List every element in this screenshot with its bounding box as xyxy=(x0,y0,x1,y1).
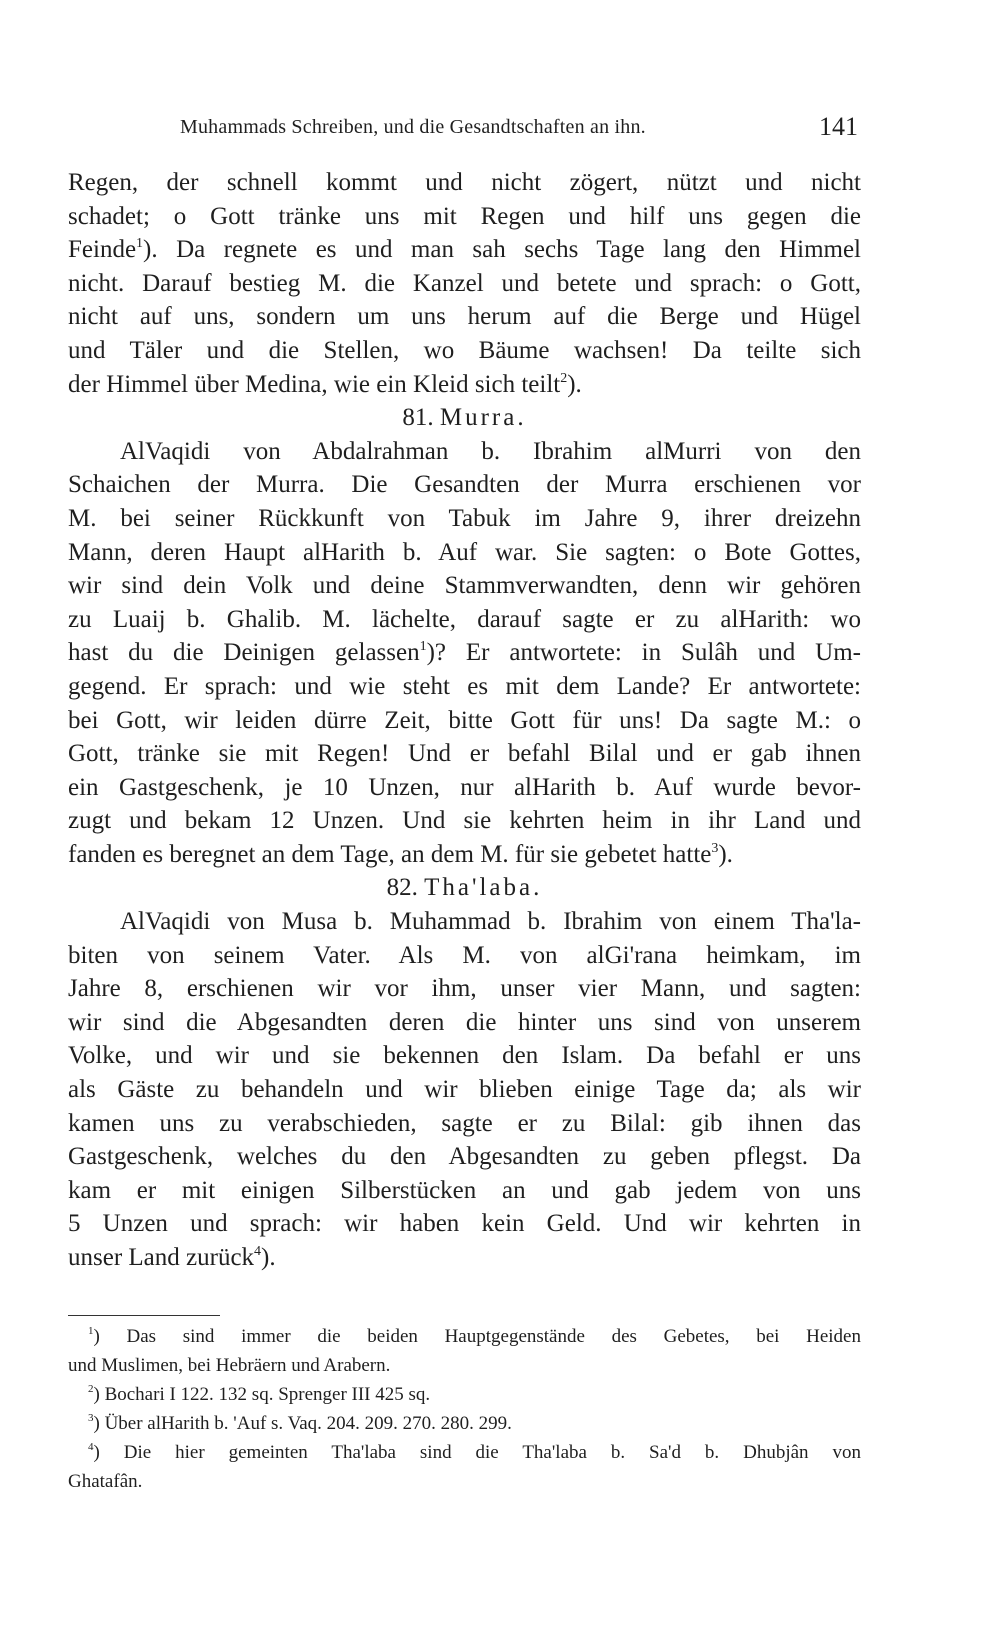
footnote-marker: 1 xyxy=(88,1325,94,1337)
text-line: schadet; o Gott tränke uns mit Regen und hilf uns gegen die xyxy=(68,202,861,230)
text-line: 5 Unzen und sprach: wir haben kein Geld. Und wir kehrten in xyxy=(68,1210,861,1238)
text-line: der Himmel über Medina, wie ein Kleid sich teilt$^2$). xyxy=(68,370,582,398)
text-line: fanden es beregnet an dem Tage, an dem M. für sie gebetet hatte$^3$). xyxy=(68,840,733,868)
text-line: Jahre 8, erschienen wir vor ihm, unser vier Mann, und sagten: xyxy=(68,975,861,1003)
text-line: kamen uns zu verabschieden, sagte er zu Bilal: gib ihnen das xyxy=(68,1109,861,1137)
text-line: nicht auf uns, sondern um uns herum auf die Berge und Hügel xyxy=(68,303,861,331)
footnote-ref: 1 xyxy=(419,639,427,655)
footnote-separator xyxy=(68,1315,220,1316)
footnotes xyxy=(68,1322,861,1496)
footnote-ref: 3 xyxy=(711,840,719,856)
text-line: Feinde$^1$). Da regnete es und man sah sechs Tage lang den Himmel xyxy=(68,236,861,264)
footnote-ref: 4 xyxy=(254,1244,262,1259)
text-line: bei Gott, wir leiden dürre Zeit, bitte Gott für uns! Da sagte M.: o xyxy=(68,706,861,734)
footnote-marker: 4 xyxy=(88,1441,94,1453)
footnote-marker: 3 xyxy=(88,1412,94,1424)
text-line: zugt und bekam 12 Unzen. Und sie kehrten heim in ihr Land und xyxy=(68,807,861,835)
text-line: zu Luaij b. Ghalib. M. lächelte, darauf sagte er zu alHarith: wo xyxy=(68,605,861,633)
running-title: Muhammads Schreiben, und die Gesandtschaften an ihn. xyxy=(180,116,646,138)
text-line: Volke, und wir und sie bekennen den Islam. Da befahl er uns xyxy=(68,1042,861,1070)
footnote-ref: 2 xyxy=(560,370,568,386)
page-header xyxy=(180,112,858,148)
text-line: wir sind dein Volk und deine Stammverwandten, denn wir gehören xyxy=(68,572,861,600)
text-line: gegend. Er sprach: und wie steht es mit dem Lande? Er antwortete: xyxy=(68,672,861,700)
text-line: Mann, deren Haupt alHarith b. Auf war. Sie sagten: o Bote Gottes, xyxy=(68,538,861,566)
text-line: als Gäste zu behandeln und wir blieben einige Tage da; als wir xyxy=(68,1076,861,1104)
section-heading-82: 82. Tha'laba. xyxy=(386,874,543,902)
text-line: und Täler und die Stellen, wo Bäume wachsen! Da teilte sich xyxy=(68,336,861,364)
text-line: Gott, tränke sie mit Regen! Und er befahl Bilal und er gab ihnen xyxy=(68,740,861,768)
text-line: kam er mit einigen Silberstücken an und gab jedem von uns xyxy=(68,1176,861,1204)
text-line: Gastgeschenk, welches du den Abgesandten zu geben pflegst. Da xyxy=(68,1143,861,1171)
section-heading-81: 81. Murra. xyxy=(402,404,527,432)
body-text xyxy=(68,166,861,1275)
text-line: AlVaqidi von Musa b. Muhammad b. Ibrahim von einem Tha'la- xyxy=(120,908,861,936)
page-number: 141 xyxy=(819,112,858,141)
footnote-1: $^1$) Das sind immer die beiden Hauptgegenstände des Gebetes, bei Heiden xyxy=(88,1325,861,1347)
footnote-marker: 2 xyxy=(88,1383,94,1395)
footnote-3: $^3$) Über alHarith b. 'Auf s. Vaq. 204. 209. 270. 280. 299. xyxy=(88,1412,512,1434)
text-line: Regen, der schnell kommt und nicht zögert, nützt und nicht xyxy=(68,169,861,196)
footnote-ref: 1 xyxy=(136,236,144,252)
footnote-2: $^2$) Bochari I 122. 132 sq. Sprenger III 425 sq. xyxy=(88,1383,431,1405)
footnote-1-continued: und Muslimen, bei Hebräern und Arabern. xyxy=(68,1355,391,1376)
text-line: AlVaqidi von Abdalrahman b. Ibrahim alMurri von den xyxy=(120,437,861,465)
text-line: biten von seinem Vater. Als M. von alGi'rana heimkam, im xyxy=(68,941,861,969)
text-line: unser Land zurück$^4$). xyxy=(68,1244,276,1271)
text-line: M. bei seiner Rückkunft von Tabuk im Jahre 9, ihrer dreizehn xyxy=(68,504,861,532)
footnote-4: $^4$) Die hier gemeinten Tha'laba sind die Tha'laba b. Sa'd b. Dhubjân von xyxy=(88,1441,861,1463)
text-line: hast du die Deinigen gelassen$^1$)? Er antwortete: in Sulâh und Um- xyxy=(68,639,861,667)
text-line: Schaichen der Murra. Die Gesandten der Murra erschienen vor xyxy=(68,471,861,499)
text-line: wir sind die Abgesandten deren die hinter uns sind von unserem xyxy=(68,1008,861,1036)
text-line: nicht. Darauf bestieg M. die Kanzel und betete und sprach: o Gott, xyxy=(68,269,861,297)
text-line: ein Gastgeschenk, je 10 Unzen, nur alHarith b. Auf wurde bevor- xyxy=(68,773,861,801)
footnote-4-continued: Ghatafân. xyxy=(68,1471,143,1492)
